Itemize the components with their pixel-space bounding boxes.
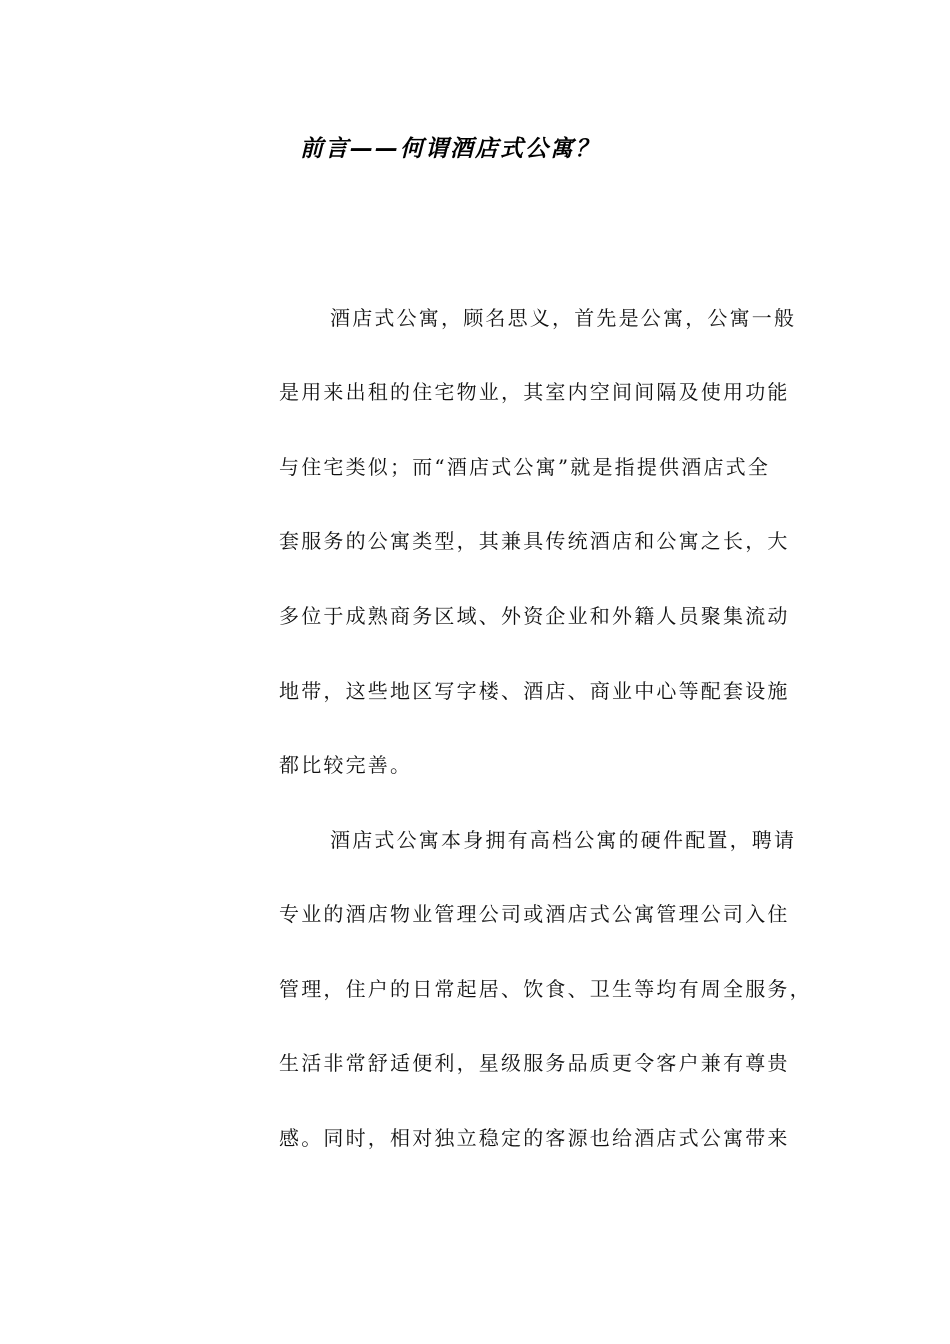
- paragraph-line: 是用来出租的住宅物业，其室内空间间隔及使用功能: [279, 380, 790, 404]
- paragraph-line: 专业的酒店物业管理公司或酒店式公寓管理公司入住: [279, 902, 790, 926]
- paragraph-line: 管理，住户的日常起居、饮食、卫生等均有周全服务，: [279, 977, 812, 1001]
- paragraph-line: 酒店式公寓本身拥有高档公寓的硬件配置，聘请: [330, 828, 797, 852]
- page-title: 前言——何谓酒店式公寓？: [300, 136, 600, 162]
- paragraph-line: 多位于成熟商务区域、外资企业和外籍人员聚集流动: [279, 604, 790, 628]
- paragraph-line: 感。同时，相对独立稳定的客源也给酒店式公寓带来: [279, 1126, 790, 1150]
- paragraph-line: 都比较完善。: [279, 753, 413, 777]
- paragraph-line: 生活非常舒适便利，星级服务品质更令客户兼有尊贵: [279, 1051, 790, 1075]
- paragraph-line: 套服务的公寓类型，其兼具传统酒店和公寓之长，大: [279, 529, 790, 553]
- paragraph-line: 地带，这些地区写字楼、酒店、商业中心等配套设施: [279, 679, 790, 703]
- paragraph-line: 与住宅类似；而“酒店式公寓”就是指提供酒店式全: [279, 455, 771, 479]
- paragraph-line: 酒店式公寓，顾名思义，首先是公寓，公寓一般: [330, 306, 797, 330]
